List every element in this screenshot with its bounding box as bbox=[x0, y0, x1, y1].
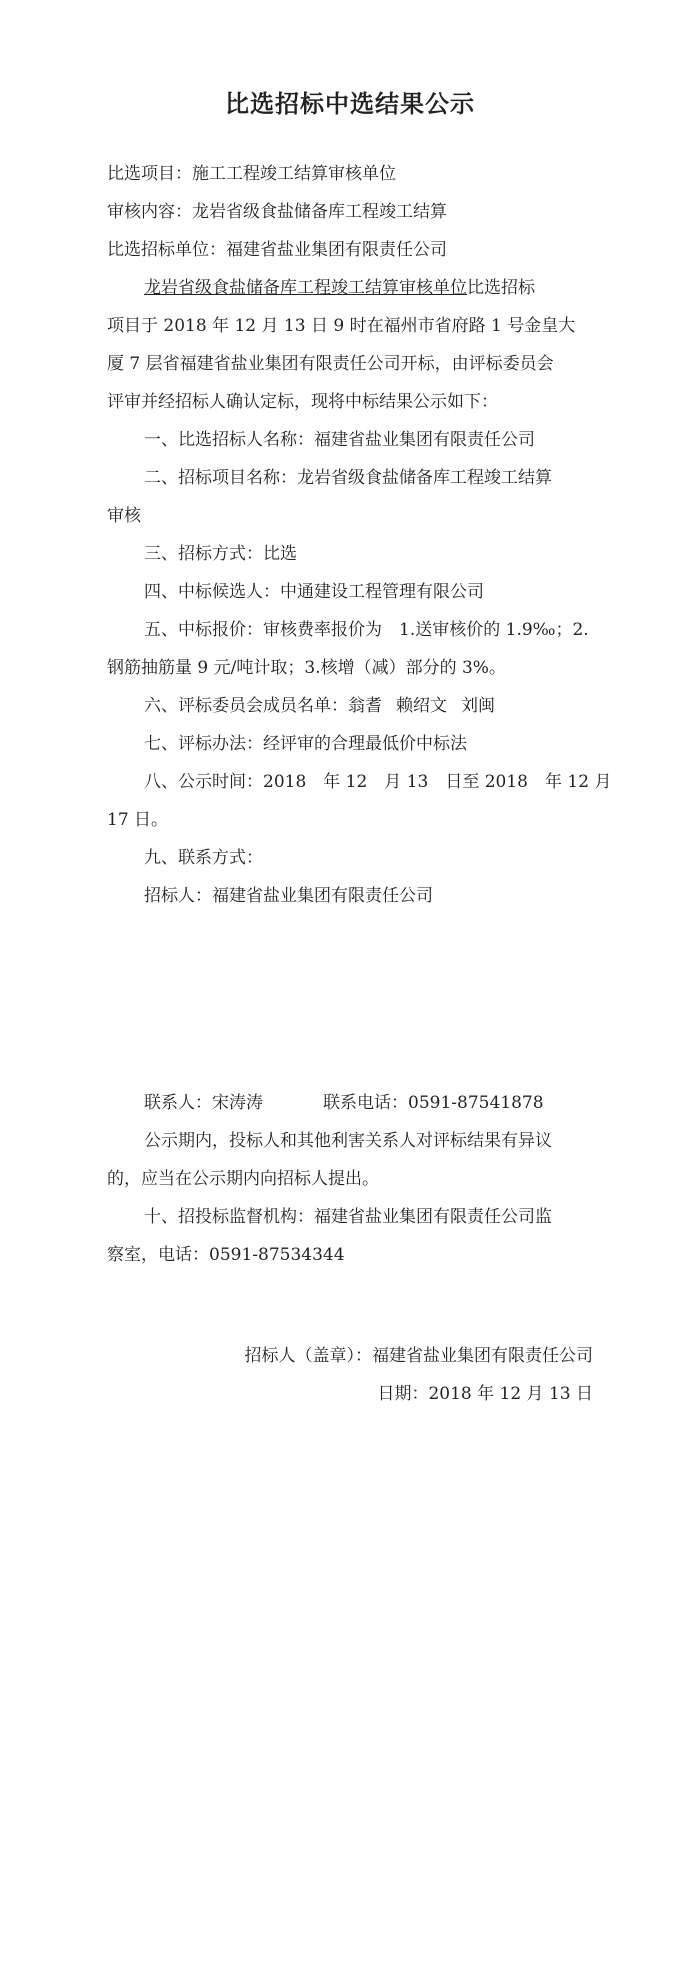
intro-line-1-rest: 比选招标 bbox=[467, 278, 535, 298]
item-9: 九、联系方式： bbox=[144, 848, 263, 868]
intro-underlined-project: 龙岩省级食盐储备库工程竣工结算审核单位 bbox=[144, 278, 467, 298]
item-5-line-1: 五、中标报价：审核费率报价为 1.送审核价的 1.9‰；2. bbox=[144, 620, 589, 640]
project-line: 比选项目：施工工程竣工结算审核单位 bbox=[107, 164, 396, 184]
objection-line-2: 的，应当在公示期内向招标人提出。 bbox=[107, 1169, 379, 1189]
item-2-line-2: 审核 bbox=[107, 506, 141, 526]
item-8-line-1: 八、公示时间：2018 年 12 月 13 日至 2018 年 12 月 bbox=[144, 772, 612, 792]
intro-line-2: 项目于 2018 年 12 月 13 日 9 时在福州市省府路 1 号金皇大 bbox=[107, 316, 576, 336]
intro-line-3: 厦 7 层省福建省盐业集团有限责任公司开标，由评标委员会 bbox=[107, 354, 554, 374]
committee-member: 赖绍文 bbox=[396, 696, 447, 716]
contact-person: 联系人：宋涛涛 bbox=[144, 1093, 263, 1113]
item-2-line-1: 二、招标项目名称：龙岩省级食盐储备库工程竣工结算 bbox=[144, 468, 552, 488]
supervise-line-1: 十、招投标监督机构：福建省盐业集团有限责任公司监 bbox=[144, 1207, 552, 1227]
signature-line: 招标人（盖章）：福建省盐业集团有限责任公司 bbox=[244, 1346, 593, 1366]
item-8-line-2: 17 日。 bbox=[107, 810, 169, 830]
item-6 bbox=[144, 695, 495, 717]
intro-line-1 bbox=[144, 277, 535, 299]
content-line: 审核内容：龙岩省级食盐储备库工程竣工结算 bbox=[107, 202, 447, 222]
item-5-line-2: 钢筋抽筋量 9 元/吨计取；3.核增（减）部分的 3%。 bbox=[107, 658, 506, 678]
objection-line-1: 公示期内，投标人和其他利害关系人对评标结果有异议 bbox=[144, 1131, 552, 1151]
item-1: 一、比选招标人名称：福建省盐业集团有限责任公司 bbox=[144, 430, 535, 450]
date-line: 日期：2018 年 12 月 13 日 bbox=[377, 1384, 593, 1404]
item-6-label: 六、评标委员会成员名单： bbox=[144, 696, 348, 716]
supervise-line-2: 察室，电话：0591-87534344 bbox=[107, 1245, 345, 1265]
intro-line-4: 评审并经招标人确认定标，现将中标结果公示如下： bbox=[107, 392, 498, 412]
unit-line: 比选招标单位：福建省盐业集团有限责任公司 bbox=[107, 240, 447, 260]
contact-phone: 联系电话：0591-87541878 bbox=[323, 1093, 544, 1113]
item-7: 七、评标办法：经评审的合理最低价中标法 bbox=[144, 734, 467, 754]
contact-line bbox=[144, 1092, 544, 1114]
tenderer-line: 招标人：福建省盐业集团有限责任公司 bbox=[144, 886, 433, 906]
item-4: 四、中标候选人：中通建设工程管理有限公司 bbox=[144, 582, 484, 602]
committee-member: 刘闽 bbox=[461, 696, 495, 716]
item-3: 三、招标方式：比选 bbox=[144, 544, 297, 564]
page-title: 比选招标中选结果公示 bbox=[225, 89, 475, 118]
committee-member: 翁耆 bbox=[348, 696, 382, 716]
